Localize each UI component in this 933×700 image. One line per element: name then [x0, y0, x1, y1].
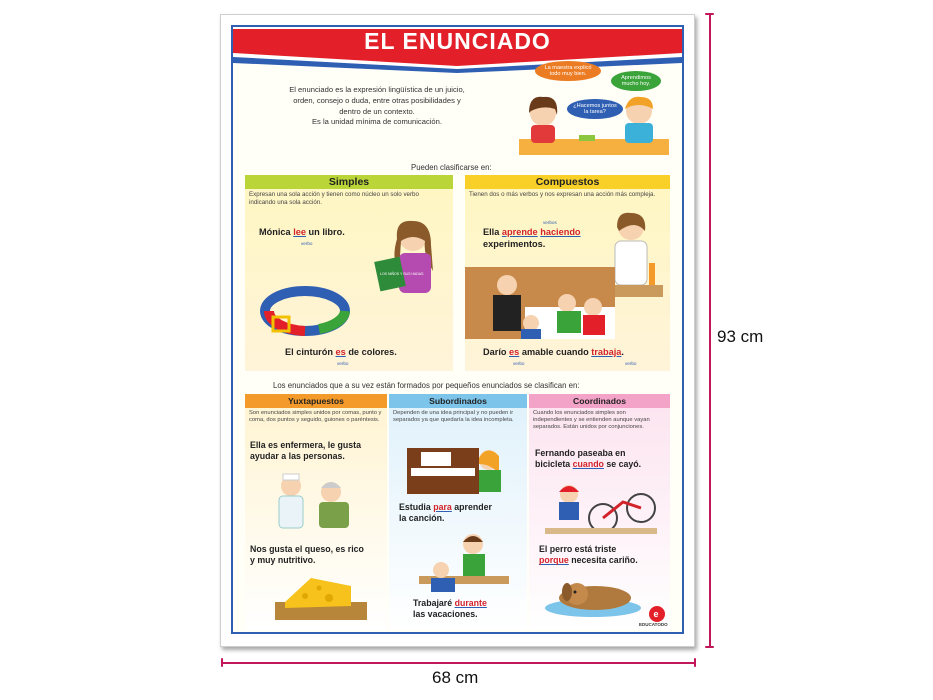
- coordinados-example-2: [539, 544, 638, 567]
- verb-highlight: es: [335, 347, 346, 357]
- sentence-line: y muy nutritivo.: [250, 555, 316, 566]
- sentence-text: un libro.: [305, 227, 345, 237]
- subordinados-description: Dependen de una idea principal y no pueden ir separados ya que quedaría la idea incompleta.: [393, 410, 514, 424]
- yuxtapuestos-example-2: [250, 544, 364, 567]
- verb-label: verbo: [513, 361, 525, 366]
- speech-bubble: Aprendimos mucho hoy.: [611, 71, 661, 91]
- girl-reading-icon: [365, 215, 445, 303]
- sentence-text: Trabajaré: [413, 598, 455, 608]
- sentence-line: Nos gusta el queso, es rico: [250, 544, 364, 554]
- verb-label: verbo: [301, 241, 313, 246]
- sentence-text: Ella: [483, 227, 502, 237]
- width-dimension-line: [222, 662, 695, 664]
- nurse-helping-icon: [265, 470, 365, 532]
- sentence-text: El cinturón: [285, 347, 336, 357]
- coordinados-title: Coordinados: [529, 394, 670, 408]
- connector-highlight: durante: [454, 598, 487, 608]
- height-dimension-cap-bottom: [705, 646, 714, 648]
- sentence-text: aprender: [451, 502, 492, 512]
- compuestos-example-1: [483, 220, 581, 251]
- yuxtapuestos-description: Son enunciados simples unidos por comas, punto y coma, dos puntos y seguido, guiones o paréntesis.: [249, 410, 382, 424]
- cheese-icon: [275, 572, 371, 622]
- height-dimension-label: 93 cm: [717, 327, 764, 346]
- sentence-text: Mónica: [259, 227, 294, 237]
- svg-text:e: e: [653, 609, 659, 619]
- speech-bubble: ¿Hacemos juntos la tarea?: [567, 99, 623, 119]
- intro-line: orden, consejo o duda, entre otras posibilidades y: [293, 95, 461, 105]
- verb-label: verbo: [337, 361, 349, 366]
- connector-highlight: porque: [539, 555, 569, 566]
- subordinados-title: Subordinados: [389, 394, 527, 408]
- verb-highlight: haciendo: [540, 227, 581, 237]
- poster: [220, 14, 695, 647]
- width-dimension-label: 68 cm: [432, 668, 479, 687]
- sentence-line: Ella es enfermera, le gusta: [250, 440, 361, 450]
- coordinados-example-1: [535, 448, 641, 471]
- classify-heading-2: Los enunciados que a su vez están formados por pequeños enunciados se clasifican en:: [273, 381, 580, 390]
- sentence-text: necesita cariño.: [568, 555, 638, 566]
- sentence-line: El perro está triste: [539, 544, 617, 554]
- sentence-line: ayudar a las personas.: [250, 451, 345, 462]
- working-kids-icon: [419, 530, 509, 594]
- sentence-text: Darío: [483, 347, 510, 357]
- sentence-line: Fernando paseaba en: [535, 448, 626, 458]
- verb-highlight: es: [509, 347, 520, 357]
- sentence-text: la canción.: [399, 513, 445, 524]
- piano-girl-icon: [407, 438, 507, 496]
- speech-bubble: La maestra explicó todo muy bien.: [535, 61, 601, 81]
- verb-highlight: trabaja: [591, 347, 622, 357]
- simples-title: Simples: [245, 175, 453, 189]
- intro-line: dentro de un contexto.: [339, 106, 415, 116]
- height-dimension-cap-top: [705, 13, 714, 15]
- compuestos-example-2: [483, 347, 637, 366]
- intro-text: [257, 85, 497, 128]
- verbs-label: verbos: [543, 220, 557, 225]
- children-icon: [519, 81, 669, 163]
- simples-example-1: [259, 227, 345, 246]
- verb-highlight: aprende: [501, 227, 538, 237]
- sentence-text: de colores.: [345, 347, 397, 357]
- yuxtapuestos-title: Yuxtapuestos: [245, 394, 387, 408]
- poster-frame: [231, 25, 684, 634]
- sentence-text: .: [621, 347, 624, 357]
- subordinados-example-1: [399, 502, 492, 525]
- compuestos-description: Tienen dos o más verbos y nos expresan una acción más compleja.: [469, 191, 656, 198]
- brand-logo-text: EDUCATODO: [639, 622, 668, 627]
- book-title: LOS NIÑOS Y SUS HADAS: [380, 272, 424, 276]
- simples-panel: [245, 175, 453, 371]
- compuestos-panel: [465, 175, 670, 371]
- connector-highlight: cuando: [572, 459, 604, 470]
- sentence-text: experimentos.: [483, 238, 546, 249]
- sentence-text: amable cuando: [519, 347, 592, 357]
- sentence-text: bicicleta: [535, 459, 573, 470]
- educatodo-logo-icon: [648, 605, 666, 623]
- intro-line: Es la unidad mínima de comunicación.: [311, 117, 442, 127]
- verb-highlight: lee: [293, 227, 306, 237]
- compuestos-title: Compuestos: [465, 175, 670, 189]
- yuxtapuestos-panel: [245, 394, 387, 630]
- sentence-text: las vacaciones.: [413, 609, 478, 620]
- bicycle-fall-icon: [545, 478, 657, 536]
- coordinados-panel: [529, 394, 670, 630]
- simples-description: Expresan una sola acción y tienen como núcleo un solo verbo indicando una sola acción.: [249, 191, 419, 206]
- sentence-text: se cayó.: [603, 459, 642, 470]
- connector-highlight: para: [433, 502, 452, 512]
- height-dimension-line: [709, 14, 711, 647]
- coordinados-description: Cuando los enunciados simples son independientes y se entienden aunque vayan separados. Están unidos por conjunciones.: [533, 410, 650, 431]
- verb-label: verbo: [625, 361, 637, 366]
- sentence-text: Estudia: [399, 502, 434, 512]
- subordinados-example-2: [413, 598, 487, 621]
- subordinados-panel: [389, 394, 527, 630]
- simples-example-2: [285, 347, 397, 366]
- classify-heading: Pueden clasificarse en:: [411, 163, 492, 172]
- belt-icon: [259, 281, 351, 343]
- restaurant-scene-icon: [465, 267, 615, 339]
- kids-talking-illustration: [519, 61, 669, 163]
- yuxtapuestos-example-1: [250, 440, 361, 463]
- page-title: EL ENUNCIADO: [364, 28, 551, 54]
- width-dimension-cap-left: [221, 658, 223, 667]
- width-dimension-cap-right: [694, 658, 696, 667]
- sad-dog-icon: [543, 572, 643, 618]
- intro-line: El enunciado es la expresión lingüística de un juicio,: [289, 85, 465, 94]
